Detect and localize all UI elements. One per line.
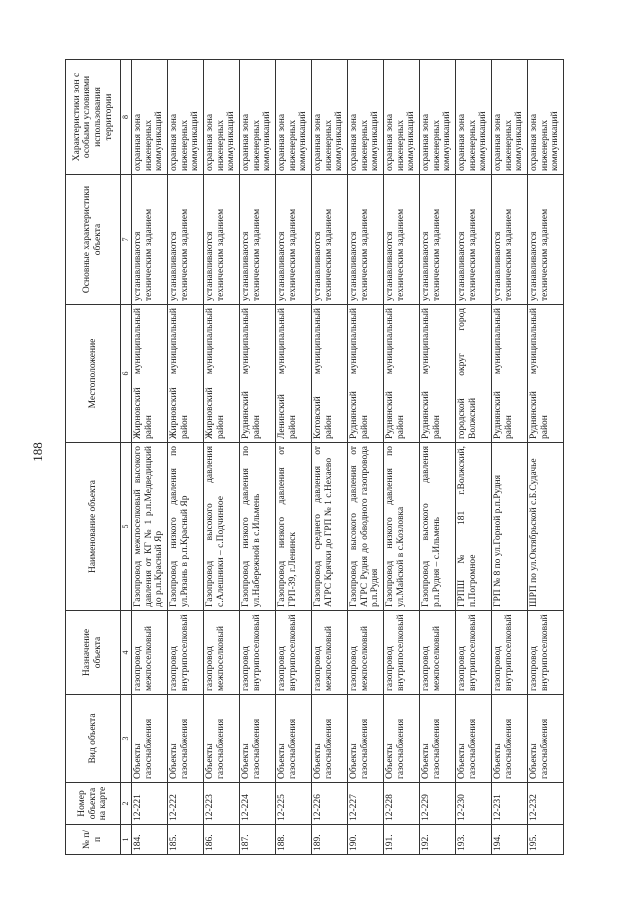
object-code-cell: 12-225 [276, 783, 312, 825]
object-location-cell: Жирновский муниципальный район [132, 305, 168, 443]
object-type-cell: Объекты газоснабжения [312, 695, 348, 783]
column-number-row [121, 60, 132, 855]
column-number: 8 [121, 60, 132, 175]
object-characteristics-cell: устанавливаются техническим заданием [420, 175, 456, 305]
zone-characteristics-cell: охранная зона инженерных коммуникаций [420, 60, 456, 175]
table-row [312, 60, 348, 855]
zone-characteristics-cell: охранная зона инженерных коммуникаций [276, 60, 312, 175]
object-name-cell: ШРП по ул.Октябрьской с.Б.Судачье [528, 443, 564, 611]
object-code-cell: 12-222 [168, 783, 204, 825]
object-location-cell: Жирновский муниципальный район [204, 305, 240, 443]
object-characteristics-cell: устанавливаются техническим заданием [240, 175, 276, 305]
object-type-cell: Объекты газоснабжения [168, 695, 204, 783]
object-purpose-cell: газопровод внутрипоселковый [276, 611, 312, 695]
object-characteristics-cell: устанавливаются техническим заданием [492, 175, 528, 305]
object-characteristics-cell: устанавливаются техническим заданием [528, 175, 564, 305]
object-code-cell: 12-227 [348, 783, 384, 825]
object-type-cell: Объекты газоснабжения [384, 695, 420, 783]
column-number: 3 [121, 695, 132, 783]
object-characteristics-cell: устанавливаются техническим заданием [276, 175, 312, 305]
row-number-cell: 194. [492, 825, 528, 855]
object-purpose-cell: газопровод внутрипоселковый [528, 611, 564, 695]
object-code-cell: 12-229 [420, 783, 456, 825]
table-row [456, 60, 492, 855]
table-row [420, 60, 456, 855]
object-type-cell: Объекты газоснабжения [456, 695, 492, 783]
column-number: 2 [121, 783, 132, 825]
object-code-cell: 12-226 [312, 783, 348, 825]
object-purpose-cell: газопровод межпоселковый [348, 611, 384, 695]
table-row [132, 60, 168, 855]
object-name-cell: Газопровод низкого давления по ул.Майской в с.Козловка [384, 443, 420, 611]
table-row [276, 60, 312, 855]
zone-characteristics-cell: охранная зона инженерных коммуникаций [348, 60, 384, 175]
table-row [168, 60, 204, 855]
object-code-cell: 12-224 [240, 783, 276, 825]
object-characteristics-cell: устанавливаются техническим заданием [348, 175, 384, 305]
table-container [65, 60, 597, 855]
object-location-cell: Руднянский муниципальный район [528, 305, 564, 443]
object-name-cell: Газопровод межпоселковый высокого давления от КГ № 1 р.п.Медведицкий до р.п.Красный Яр [132, 443, 168, 611]
object-name-cell: Газопровод низкого давления от ГРП-39, г.Ленинск [276, 443, 312, 611]
object-characteristics-cell: устанавливаются техническим заданием [168, 175, 204, 305]
zone-characteristics-cell: охранная зона инженерных коммуникаций [132, 60, 168, 175]
row-number-cell: 187. [240, 825, 276, 855]
object-code-cell: 12-232 [528, 783, 564, 825]
object-characteristics-cell: устанавливаются техническим заданием [204, 175, 240, 305]
zone-characteristics-cell: охранная зона инженерных коммуникаций [528, 60, 564, 175]
object-type-cell: Объекты газоснабжения [276, 695, 312, 783]
header-cell: Основные характеристики объекта [66, 175, 121, 305]
object-characteristics-cell: устанавливаются техническим заданием [384, 175, 420, 305]
row-number-cell: 193. [456, 825, 492, 855]
object-type-cell: Объекты газоснабжения [492, 695, 528, 783]
object-purpose-cell: газопровод внутрипоселковый [168, 611, 204, 695]
object-location-cell: Руднянский муниципальный район [492, 305, 528, 443]
table-body [132, 60, 564, 855]
object-characteristics-cell: устанавливаются техническим заданием [456, 175, 492, 305]
row-number-cell: 186. [204, 825, 240, 855]
objects-table [65, 59, 564, 855]
object-name-cell: Газопровод низкого давления по ул.Набережной в с.Ильмень [240, 443, 276, 611]
header-cell: Назначение объекта [66, 611, 121, 695]
object-purpose-cell: газопровод внутрипоселковый [384, 611, 420, 695]
object-location-cell: Руднянский муниципальный район [240, 305, 276, 443]
object-name-cell: Газопровод высокого давления от АГРС Рудня до обводного газопровода р.п.Рудня [348, 443, 384, 611]
table-row [384, 60, 420, 855]
object-code-cell: 12-230 [456, 783, 492, 825]
object-purpose-cell: газопровод межпоселковый [420, 611, 456, 695]
header-cell: Вид объекта [66, 695, 121, 783]
object-type-cell: Объекты газоснабжения [420, 695, 456, 783]
object-purpose-cell: газопровод внутрипоселковый [240, 611, 276, 695]
zone-characteristics-cell: охранная зона инженерных коммуникаций [456, 60, 492, 175]
object-name-cell: Газопровод низкого давления по ул.Рязань в р.п.Красный Яр [168, 443, 204, 611]
object-characteristics-cell: устанавливаются техническим заданием [132, 175, 168, 305]
object-code-cell: 12-228 [384, 783, 420, 825]
table-row [348, 60, 384, 855]
zone-characteristics-cell: охранная зона инженерных коммуникаций [204, 60, 240, 175]
object-location-cell: Котовский муниципальный район [312, 305, 348, 443]
row-number-cell: 184. [132, 825, 168, 855]
row-number-cell: 191. [384, 825, 420, 855]
object-purpose-cell: газопровод межпоселковый [312, 611, 348, 695]
object-name-cell: ГРПШ № 181 г.Волжский, п.Погромное [456, 443, 492, 611]
object-characteristics-cell: устанавливаются техническим заданием [312, 175, 348, 305]
object-location-cell: Ленинский муниципальный район [276, 305, 312, 443]
object-purpose-cell: газопровод межпоселковый [204, 611, 240, 695]
row-number-cell: 188. [276, 825, 312, 855]
object-type-cell: Объекты газоснабжения [240, 695, 276, 783]
zone-characteristics-cell: охранная зона инженерных коммуникаций [312, 60, 348, 175]
object-purpose-cell: газопровод внутрипоселковый [492, 611, 528, 695]
zone-characteristics-cell: охранная зона инженерных коммуникаций [240, 60, 276, 175]
object-name-cell: ГРП № 8 по ул.Горной р.п.Рудня [492, 443, 528, 611]
header-cell: Характеристики зон с особыми условиями использования территории [66, 60, 121, 175]
column-number: 1 [121, 825, 132, 855]
object-type-cell: Объекты газоснабжения [528, 695, 564, 783]
object-location-cell: Руднянский муниципальный район [348, 305, 384, 443]
object-type-cell: Объекты газоснабжения [204, 695, 240, 783]
object-type-cell: Объекты газоснабжения [348, 695, 384, 783]
table-row [528, 60, 564, 855]
object-purpose-cell: газопровод межпоселковый [132, 611, 168, 695]
column-number: 6 [121, 305, 132, 443]
column-number: 7 [121, 175, 132, 305]
row-number-cell: 195. [528, 825, 564, 855]
object-location-cell: Руднянский муниципальный район [420, 305, 456, 443]
zone-characteristics-cell: охранная зона инженерных коммуникаций [168, 60, 204, 175]
row-number-cell: 192. [420, 825, 456, 855]
object-name-cell: Газопровод высокого давления с.Алешники – с.Подчинное [204, 443, 240, 611]
header-row [66, 60, 121, 855]
table-row [240, 60, 276, 855]
table-row [492, 60, 528, 855]
object-location-cell: городской округ город Волжский [456, 305, 492, 443]
header-cell: Местоположение [66, 305, 121, 443]
object-code-cell: 12-223 [204, 783, 240, 825]
table-row [204, 60, 240, 855]
zone-characteristics-cell: охранная зона инженерных коммуникаций [384, 60, 420, 175]
row-number-cell: 189. [312, 825, 348, 855]
object-location-cell: Жирновский муниципальный район [168, 305, 204, 443]
zone-characteristics-cell: охранная зона инженерных коммуникаций [492, 60, 528, 175]
column-number: 5 [121, 443, 132, 611]
object-name-cell: Газопровод высокого давления р.п.Рудня – с.Ильмень [420, 443, 456, 611]
object-code-cell: 12-231 [492, 783, 528, 825]
header-cell: Наименование объекта [66, 443, 121, 611]
header-cell: № п/п [66, 825, 121, 855]
header-cell: Номер объекта на карте [66, 783, 121, 825]
object-type-cell: Объекты газоснабжения [132, 695, 168, 783]
object-name-cell: Газопровод среднего давления от АГРС Крячки до ГРП № 1 с.Нехаево [312, 443, 348, 611]
object-purpose-cell: газопровод внутрипоселковый [456, 611, 492, 695]
page-number: 188 [30, 442, 45, 462]
object-location-cell: Руднянский муниципальный район [384, 305, 420, 443]
row-number-cell: 190. [348, 825, 384, 855]
column-number: 4 [121, 611, 132, 695]
object-code-cell: 12-221 [132, 783, 168, 825]
rotated-table-frame [65, 60, 597, 855]
row-number-cell: 185. [168, 825, 204, 855]
